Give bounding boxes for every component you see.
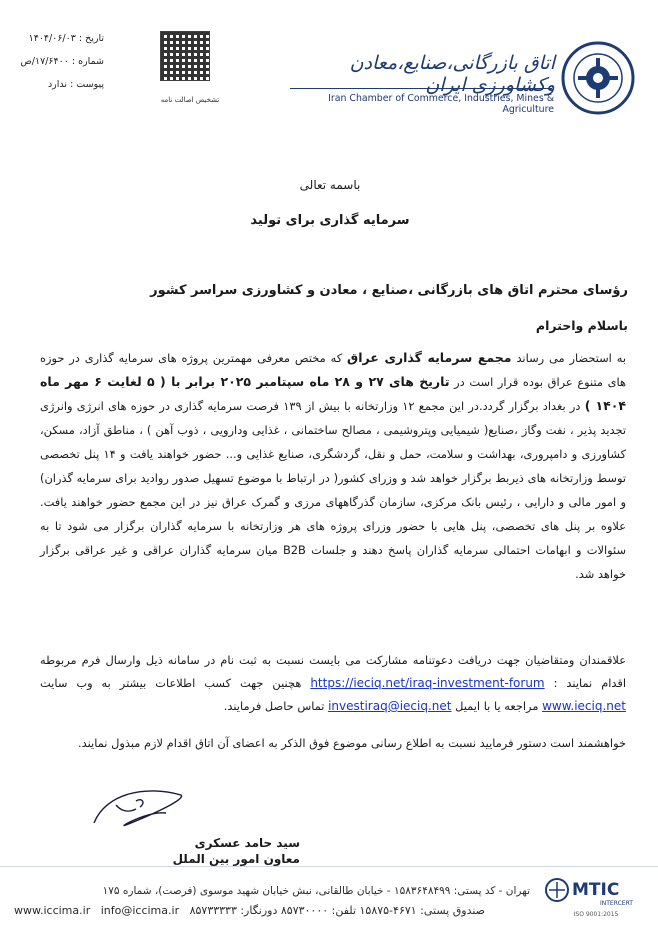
mtic-label: MTIC [572,880,620,900]
paragraph-3: خواهشمند است دستور فرمایید نسبت به اطلاع رسانی موضوع فوق الذکر به اعضای آن اتاق اقدام لازم مبذول نمایند. [78,736,626,750]
salutation: باسلام واحترام [535,318,628,333]
footer-divider [0,866,658,867]
attachment-label: پیوست : [70,79,104,90]
mtic-sub: INTERCERT [600,900,633,907]
number-value: ۱۷/۶۴۰۰/ص [20,56,69,67]
attachment-row [12,79,104,90]
footer-contacts [14,904,544,917]
p1-text-c: که مختص معرفی مهمترین پروژه های سرمایه گذاری در حوزه های متنوع عراق بوده قرار است در [40,351,627,389]
date-value: ۱۴۰۴/۰۶/۰۳ [28,33,76,44]
chamber-seal-logo [560,40,636,116]
signer-name: سید حامد عسکری [194,836,300,850]
org-name-en: Iran Chamber of Commerce, Industries, Mines & Agriculture [328,93,554,115]
signer-title: معاون امور بین الملل [172,852,300,866]
attachment-value: ندارد [47,79,68,90]
mtic-certification-logo [545,870,645,910]
qr-caption: تشخیص اصالت نامه [160,96,220,104]
footer-email[interactable]: info@iccima.ir [100,904,180,917]
addressee: رؤسای محترم اتاق های بازرگانی ،صنایع ، معادن و کشاورزی سراسر کشور [150,283,628,298]
website-link[interactable]: www.ieciq.net [542,699,626,713]
p2-text-b: هچنین جهت کسب اطلاعات بیشتر به وب سایت [40,676,311,690]
p2-text-d: تماس حاصل فرمایند. [223,699,329,713]
p1-forum-name: مجمع سرمایه گذاری عراق [347,350,512,365]
p2-text-c: مراجعه یا با ایمیل [451,699,543,713]
subject: سرمایه گذاری برای تولید [250,213,410,228]
p1-text-e: در بغداد برگزار گردد.در این مجمع ۱۲ وزارتخانه با بیش از ۱۳۹ فرصت سرمایه گذاری در حوزه های انرژی وانرژی تجدید پذیر ، نفت وگاز ،صنایع( شیمیایی وپتروشیمی ، مصالح ساختمانی ، غذایی ودارویی ، ذوب آهن ) ، مناطق آزاد، مسکن، کشاورزی و دامپروری، بهداشت و سلامت، حمل و نقل، گردشگری، صنایع غذایی و... حضور خواهند یافت و ۱۴ پنل تخصصی توسط وزارتخانه های ذیربط برگزار خواهد شد و وزرای کشور( در ارتباط با موضوع تسهیل صدور روادید برای سرمایه گذران) و امور مالی و دارایی ، رئیس بانک مرکزی، سازمان گذرگاههای مرزی و گمرک عراق نیز در این مجمع حضور خواهند یافت. علاوه بر پنل های تخصصی، پنل هایی با حضور وزرای پروژه های هر وزارتخانه با سرمایه گذاران برگزار می شود تا به سئوالات و ابهامات احتمالی سرمایه گذاران پاسخ دهند و جلسات B2B میان سرمایه گذاران عراقی و غیر عراقی برگزار خواهد شد. [40,399,627,581]
footer-address: تهران - کد پستی: ۱۵۸۳۶۴۸۴۹۹ - خیابان طالقانی، نبش خیابان شهید موسوی (فرصت)، شماره ۱۷۵ [102,885,530,897]
footer-website[interactable]: www.iccima.ir [14,904,91,917]
date-row [12,33,104,44]
greeting: باسمه تعالی [299,178,361,192]
p2-text-a: علاقمندان ومتقاضیان جهت دریافت دعوتنامه مشارکت می بایست نسبت به ثبت نام در سامانه ذیل وارسال فرم مربوطه اقدام نمایند : [40,653,626,690]
paragraph-1 [40,346,626,586]
handwritten-signature [86,783,196,838]
org-name-fa: اتاق بازرگانی،صنایع،معادن وکشاورزی ایران [349,52,555,96]
number-label: شماره : [71,56,104,67]
qr-code[interactable] [160,31,210,81]
p1-dates: تاریخ های ۲۷ و ۲۸ ماه سپتامبر ۲۰۲۵ برابر با ( ۵ لغایت ۶ مهر ماه ۱۴۰۴ ) [40,374,626,413]
email-link[interactable]: investiraq@ieciq.net [328,699,452,713]
date-label: تاریخ : [78,33,104,44]
number-row [12,56,104,67]
paragraph-2 [40,649,626,718]
p1-text-a: به استحضار می رساند [511,351,627,365]
logo-divider [290,88,552,89]
registration-link[interactable]: https://ieciq.net/iraq-investment-forum [310,676,545,690]
footer-phones: صندوق پستی: ۴۶۷۱-۱۵۸۷۵ تلفن: ۸۵۷۳۰۰۰۰ دورنگار: ۸۵۷۳۳۳۳۳ [189,904,486,917]
certificate-text: ISO 9001:2015 [573,911,619,918]
